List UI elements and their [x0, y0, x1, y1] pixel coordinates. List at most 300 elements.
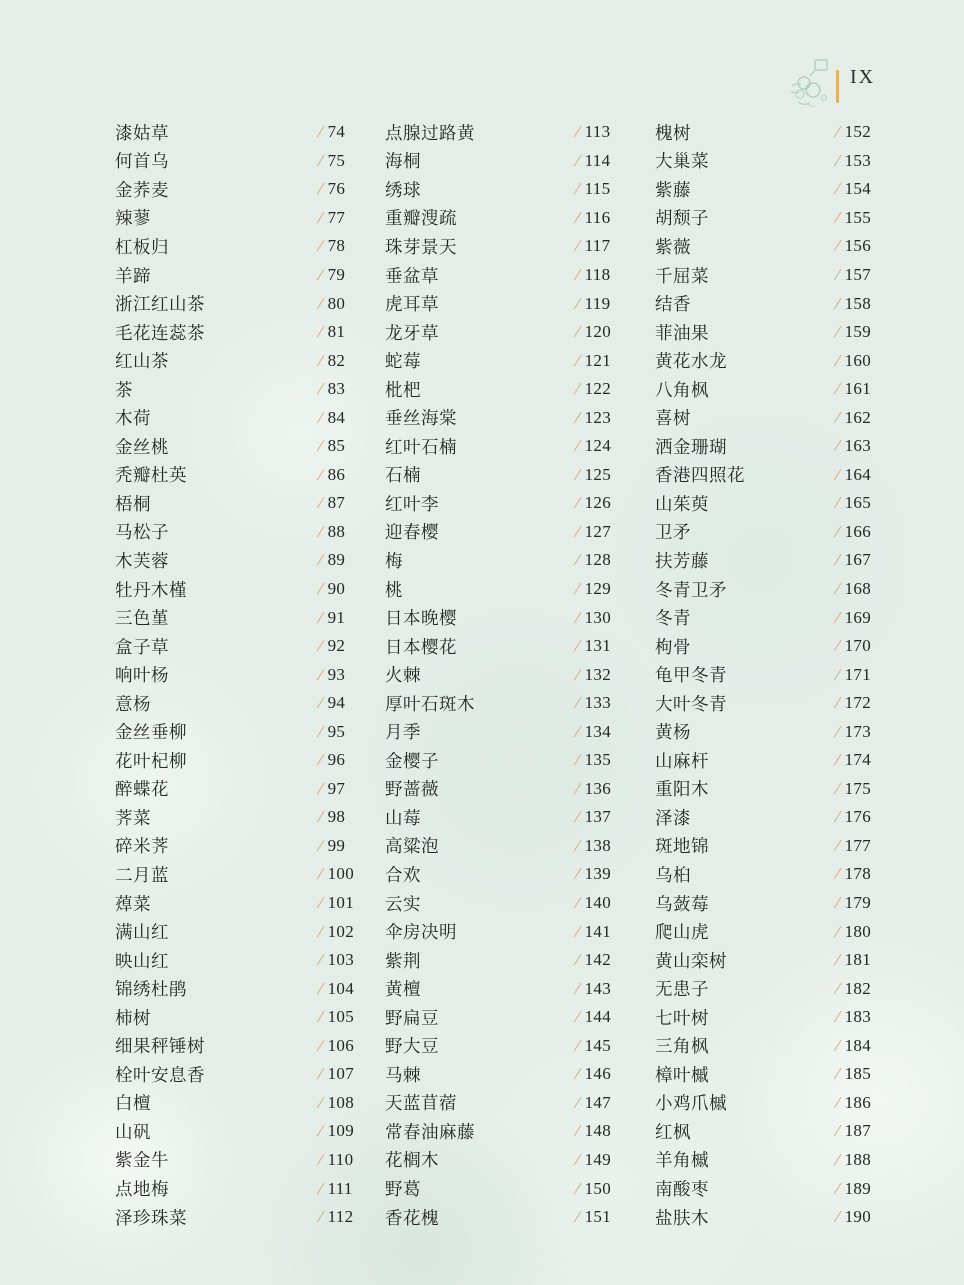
page-slash: / — [574, 750, 581, 770]
toc-entry-name: 石楠 — [385, 465, 421, 486]
toc-entry-name: 紫金牛 — [115, 1150, 169, 1171]
toc-entry-page: 146 — [584, 1064, 611, 1084]
toc-entry-page: 183 — [844, 1007, 871, 1027]
toc-entry-page: 142 — [584, 950, 611, 970]
toc-entry-page: 74 — [327, 122, 346, 142]
page-slash: / — [574, 407, 581, 427]
page-slash: / — [834, 607, 841, 627]
toc-entry-page: 139 — [584, 864, 611, 884]
toc-entry-page: 100 — [327, 864, 354, 884]
toc-entry-page: 173 — [844, 721, 871, 741]
page-slash: / — [834, 350, 841, 370]
toc-entry-page-group — [835, 1003, 871, 1032]
toc-entry-page: 102 — [327, 921, 354, 941]
page-slash: / — [317, 521, 324, 541]
toc-entry-page-group — [835, 289, 871, 318]
page-slash: / — [317, 1064, 324, 1084]
toc-entry-name: 黄山栾树 — [655, 950, 727, 971]
toc-entry — [655, 403, 915, 432]
toc-entry — [655, 689, 915, 718]
toc-entry-name: 绣球 — [385, 179, 421, 200]
toc-entry — [385, 660, 645, 689]
toc-entry-page: 123 — [584, 407, 611, 427]
toc-entry-page-group — [835, 803, 871, 832]
toc-entry — [655, 860, 915, 889]
toc-entry-name: 大巢菜 — [655, 151, 709, 172]
toc-entry-page: 137 — [584, 807, 611, 827]
toc-entry-name: 响叶杨 — [115, 665, 169, 686]
toc-entry-name: 黄檀 — [385, 979, 421, 1000]
toc-entry-page-group — [575, 689, 611, 718]
toc-entry-page-group — [835, 489, 871, 518]
toc-entry-page-group — [835, 518, 871, 547]
toc-entry — [115, 204, 375, 233]
page-header — [0, 28, 964, 88]
toc-entry — [385, 204, 645, 233]
page-slash: / — [317, 1207, 324, 1227]
toc-entry-name: 秃瓣杜英 — [115, 465, 187, 486]
page-slash: / — [317, 407, 324, 427]
toc-entry-page: 103 — [327, 950, 354, 970]
toc-entry — [115, 546, 375, 575]
toc-entry-page: 112 — [327, 1207, 354, 1227]
toc-entry-page-group — [575, 717, 611, 746]
page-slash: / — [834, 122, 841, 142]
toc-entry-name: 乌桕 — [655, 864, 691, 885]
toc-entry-page-group — [318, 175, 345, 204]
toc-entry-name: 金丝桃 — [115, 436, 169, 457]
toc-entry-name: 栓叶安息香 — [115, 1064, 205, 1085]
toc-entry-page-group — [575, 946, 611, 975]
toc-entry-name: 扶芳藤 — [655, 550, 709, 571]
page-slash: / — [317, 1149, 324, 1169]
toc-entry-page: 114 — [584, 150, 611, 170]
toc-entry-page: 186 — [844, 1092, 871, 1112]
toc-entry-name: 爬山虎 — [655, 922, 709, 943]
page-slash: / — [834, 893, 841, 913]
page-slash: / — [574, 864, 581, 884]
toc-entry-page-group — [318, 375, 345, 404]
page-slash: / — [317, 893, 324, 913]
toc-entry-page-group — [318, 118, 345, 147]
toc-entry-name: 重瓣溲疏 — [385, 208, 457, 229]
toc-entry-page: 176 — [844, 807, 871, 827]
toc-entry-page-group — [835, 1117, 871, 1146]
toc-entry — [115, 1032, 375, 1061]
page-slash: / — [834, 807, 841, 827]
page-slash: / — [574, 322, 581, 342]
page-slash: / — [317, 122, 324, 142]
toc-entry — [655, 1060, 915, 1089]
toc-entry-page-group — [318, 432, 345, 461]
toc-entry-page: 87 — [327, 493, 346, 513]
toc-entry-page-group — [318, 546, 345, 575]
toc-entry-page-group — [318, 1089, 354, 1118]
page-slash: / — [574, 293, 581, 313]
toc-entry-page-group — [835, 232, 871, 261]
toc-entry-page: 107 — [327, 1064, 354, 1084]
toc-entry-page: 160 — [844, 350, 871, 370]
page-slash: / — [317, 207, 324, 227]
toc-entry-page-group — [575, 232, 610, 261]
toc-entry — [385, 717, 645, 746]
page-slash: / — [317, 750, 324, 770]
toc-entry-page-group — [575, 289, 610, 318]
toc-entry-page: 138 — [584, 835, 611, 855]
page-slash: / — [574, 436, 581, 456]
toc-entry-page: 177 — [844, 835, 871, 855]
toc-entry-name: 野扁豆 — [385, 1007, 439, 1028]
toc-entry-page: 119 — [584, 293, 611, 313]
page-slash: / — [834, 579, 841, 599]
toc-entry-page-group — [575, 261, 610, 290]
toc-entry — [115, 346, 375, 375]
toc-entry-page-group — [835, 775, 871, 804]
toc-entry — [115, 575, 375, 604]
toc-entry-page: 104 — [327, 978, 354, 998]
toc-entry-name: 黄杨 — [655, 722, 691, 743]
toc-entry-name: 乌蔹莓 — [655, 893, 709, 914]
page-slash: / — [574, 721, 581, 741]
toc-entry — [115, 403, 375, 432]
toc-entry-name: 槐树 — [655, 122, 691, 143]
toc-entry-page: 131 — [584, 636, 611, 656]
page-slash: / — [317, 179, 324, 199]
toc-entry-page: 77 — [327, 207, 346, 227]
toc-entry-page: 161 — [844, 379, 871, 399]
toc-entry-name: 梧桐 — [115, 493, 151, 514]
toc-entry-name: 日本樱花 — [385, 636, 457, 657]
toc-entry-page-group — [835, 889, 871, 918]
page-slash: / — [574, 1121, 581, 1141]
toc-entry-name: 日本晚樱 — [385, 608, 457, 629]
toc-entry-page-group — [318, 1203, 353, 1232]
toc-entry-name: 马松子 — [115, 522, 169, 543]
toc-entry — [115, 489, 375, 518]
toc-entry-page: 108 — [327, 1092, 354, 1112]
page-slash: / — [317, 1035, 324, 1055]
toc-entry — [115, 518, 375, 547]
page-slash: / — [574, 550, 581, 570]
toc-entry — [385, 974, 645, 1003]
toc-entry-name: 泽珍珠菜 — [115, 1207, 187, 1228]
toc-entry-page: 110 — [327, 1149, 354, 1169]
toc-entry-page-group — [835, 946, 871, 975]
toc-entry-page: 156 — [844, 236, 871, 256]
toc-entry-name: 珠芽景天 — [385, 236, 457, 257]
toc-entry — [115, 660, 375, 689]
toc-entry — [385, 603, 645, 632]
toc-entry — [115, 746, 375, 775]
page-slash: / — [574, 778, 581, 798]
page-slash: / — [834, 207, 841, 227]
toc-entry — [385, 1060, 645, 1089]
toc-entry-name: 龙牙草 — [385, 322, 439, 343]
toc-entry-page-group — [835, 860, 871, 889]
toc-entry-page: 93 — [327, 664, 346, 684]
toc-entry-page: 115 — [584, 179, 611, 199]
toc-entry-page-group — [835, 147, 871, 176]
page-slash: / — [317, 607, 324, 627]
toc-entry — [385, 346, 645, 375]
toc-entry-page: 127 — [584, 521, 611, 541]
toc-entry-page: 136 — [584, 778, 611, 798]
toc-entry-page: 129 — [584, 579, 611, 599]
toc-entry-name: 七叶树 — [655, 1007, 709, 1028]
toc-entry — [385, 175, 645, 204]
toc-entry-page: 76 — [327, 179, 346, 199]
toc-entry — [655, 318, 915, 347]
toc-entry-name: 天蓝苜蓿 — [385, 1093, 457, 1114]
toc-entry — [655, 775, 915, 804]
toc-entry-page: 98 — [327, 807, 346, 827]
toc-entry-page-group — [575, 1117, 611, 1146]
toc-entry — [115, 803, 375, 832]
toc-entry — [655, 261, 915, 290]
page-slash: / — [317, 493, 324, 513]
header-accent-bar — [836, 70, 839, 103]
toc-entry — [115, 832, 375, 861]
page-slash: / — [574, 236, 581, 256]
toc-entry-name: 山茱萸 — [655, 493, 709, 514]
toc-entry-page: 170 — [844, 636, 871, 656]
page-slash: / — [317, 322, 324, 342]
toc-entry — [655, 1174, 915, 1203]
toc-entry-page-group — [318, 775, 345, 804]
page-slash: / — [317, 778, 324, 798]
toc-entry — [385, 746, 645, 775]
toc-entry-name: 云实 — [385, 893, 421, 914]
toc-entry-page-group — [318, 889, 354, 918]
toc-entry-page-group — [835, 717, 871, 746]
toc-entry-page-group — [575, 860, 611, 889]
page-slash: / — [574, 493, 581, 513]
toc-entry-page-group — [835, 974, 871, 1003]
page-slash: / — [574, 835, 581, 855]
page-slash: / — [834, 1207, 841, 1227]
toc-entry-name: 紫藤 — [655, 179, 691, 200]
toc-entry-page-group — [835, 689, 871, 718]
toc-entry-page-group — [575, 1174, 611, 1203]
toc-entry-name: 月季 — [385, 722, 421, 743]
toc-entry-page-group — [318, 1174, 353, 1203]
page-slash: / — [834, 493, 841, 513]
toc-entry — [655, 346, 915, 375]
toc-entry-page-group — [318, 1060, 354, 1089]
toc-entry-page: 155 — [844, 207, 871, 227]
toc-entry-page: 82 — [327, 350, 346, 370]
toc-entry-page: 133 — [584, 693, 611, 713]
toc-entry-name: 点腺过路黄 — [385, 122, 475, 143]
toc-entry-page-group — [835, 175, 871, 204]
toc-entry-page: 86 — [327, 464, 346, 484]
page-slash: / — [317, 265, 324, 284]
toc-entry-page-group — [318, 632, 345, 661]
toc-entry — [655, 632, 915, 661]
toc-entry-page-group — [575, 974, 611, 1003]
toc-entry-page: 180 — [844, 921, 871, 941]
toc-entry-page: 109 — [327, 1121, 354, 1141]
toc-entry-page-group — [835, 832, 871, 861]
toc-entry-page-group — [318, 746, 345, 775]
toc-entry — [655, 1003, 915, 1032]
toc-entry-page-group — [575, 575, 611, 604]
toc-entry — [655, 489, 915, 518]
toc-entry-name: 野蔷薇 — [385, 779, 439, 800]
toc-entry-name: 山莓 — [385, 807, 421, 828]
toc-entry — [115, 289, 375, 318]
page-slash: / — [834, 1064, 841, 1084]
toc-entry-page: 188 — [844, 1149, 871, 1169]
toc-entry-name: 高粱泡 — [385, 836, 439, 857]
toc-entry-name: 锦绣杜鹃 — [115, 979, 187, 1000]
toc-entry-name: 碎米荠 — [115, 836, 169, 857]
toc-entry — [655, 746, 915, 775]
toc-entry — [655, 717, 915, 746]
toc-entry-page-group — [575, 1146, 611, 1175]
toc-entry-page: 151 — [584, 1207, 611, 1227]
toc-entry-name: 细果秤锤树 — [115, 1036, 205, 1057]
toc-entry-page-group — [835, 346, 871, 375]
toc-entry-page-group — [318, 575, 345, 604]
toc-entry-name: 大叶冬青 — [655, 693, 727, 714]
toc-entry — [115, 974, 375, 1003]
toc-entry-page: 143 — [584, 978, 611, 998]
toc-entry-page: 181 — [844, 950, 871, 970]
toc-entry-page: 105 — [327, 1007, 354, 1027]
toc-entry — [655, 232, 915, 261]
toc-entry-name: 红山茶 — [115, 351, 169, 372]
toc-entry-page: 154 — [844, 179, 871, 199]
toc-entry-name: 梅 — [385, 550, 403, 571]
toc-entry-page-group — [575, 489, 611, 518]
toc-entry-page-group — [318, 1032, 354, 1061]
page-slash: / — [574, 1178, 581, 1198]
toc-entry-name: 二月蓝 — [115, 864, 169, 885]
toc-entry-name: 海桐 — [385, 151, 421, 172]
page-slash: / — [317, 350, 324, 370]
toc-entry-page: 189 — [844, 1178, 871, 1198]
toc-entry-page-group — [835, 1203, 871, 1232]
toc-entry — [655, 946, 915, 975]
toc-entry-page-group — [575, 1032, 611, 1061]
toc-entry — [385, 261, 645, 290]
toc-entry — [385, 1003, 645, 1032]
toc-entry — [115, 1060, 375, 1089]
page-slash: / — [574, 1207, 581, 1227]
toc-entry — [385, 832, 645, 861]
toc-entry-page: 150 — [584, 1178, 611, 1198]
toc-entry-page-group — [318, 518, 345, 547]
toc-entry — [385, 889, 645, 918]
page-slash: / — [834, 464, 841, 484]
toc-entry-page: 178 — [844, 864, 871, 884]
toc-entry-page-group — [575, 118, 610, 147]
page-slash: / — [574, 379, 581, 399]
toc-entry — [655, 803, 915, 832]
toc-entry — [385, 1203, 645, 1232]
toc-entry-page: 171 — [844, 664, 871, 684]
page-slash: / — [834, 721, 841, 741]
toc-entry — [655, 432, 915, 461]
page-slash: / — [574, 693, 581, 713]
toc-entry — [385, 546, 645, 575]
toc-entry-page: 167 — [844, 550, 871, 570]
page-slash: / — [317, 1178, 324, 1198]
toc-entry-page: 132 — [584, 664, 611, 684]
toc-entry — [115, 1203, 375, 1232]
toc-entry-name: 浙江红山茶 — [115, 294, 205, 315]
toc-entry-name: 喜树 — [655, 408, 691, 429]
page-slash: / — [574, 521, 581, 541]
toc-entry-name: 无患子 — [655, 979, 709, 1000]
toc-entry-page: 187 — [844, 1121, 871, 1141]
toc-entry — [115, 775, 375, 804]
toc-entry-page-group — [835, 1089, 871, 1118]
toc-entry-name: 枸骨 — [655, 636, 691, 657]
toc-entry — [385, 489, 645, 518]
toc-entry — [385, 1146, 645, 1175]
toc-entry-page: 80 — [327, 293, 346, 313]
page-slash: / — [834, 379, 841, 399]
page-slash: / — [834, 550, 841, 570]
toc-entry-page-group — [318, 717, 345, 746]
toc-entry-page: 141 — [584, 921, 611, 941]
toc-entry — [115, 232, 375, 261]
page-slash: / — [317, 236, 324, 256]
toc-entry-page: 118 — [584, 265, 611, 284]
toc-entry-page-group — [318, 346, 345, 375]
toc-entry-page: 134 — [584, 721, 611, 741]
toc-entry — [115, 261, 375, 290]
toc-entry-page-group — [835, 432, 871, 461]
toc-entry — [385, 232, 645, 261]
page-slash: / — [317, 1092, 324, 1112]
toc-entry-page-group — [575, 375, 611, 404]
page-slash: / — [317, 150, 324, 170]
toc-entry-name: 荠菜 — [115, 807, 151, 828]
toc-entry — [115, 375, 375, 404]
page-slash: / — [834, 1035, 841, 1055]
toc-entry — [655, 1032, 915, 1061]
page-slash: / — [317, 436, 324, 456]
page-slash: / — [574, 950, 581, 970]
toc-entry-name: 点地梅 — [115, 1179, 169, 1199]
toc-entry-page-group — [835, 660, 871, 689]
toc-entry — [385, 946, 645, 975]
toc-entry-page: 84 — [327, 407, 346, 427]
toc-entry-name: 冬青 — [655, 608, 691, 629]
toc-entry — [655, 118, 915, 147]
toc-entry-page-group — [318, 204, 345, 233]
toc-entry-name: 胡颓子 — [655, 208, 709, 229]
toc-entry-page: 94 — [327, 693, 346, 713]
page-slash: / — [574, 1092, 581, 1112]
toc-entry-page: 159 — [844, 322, 871, 342]
page-slash: / — [317, 1121, 324, 1141]
toc-entry-page: 175 — [844, 778, 871, 798]
toc-entry-page-group — [575, 832, 611, 861]
toc-entry-name: 马棘 — [385, 1064, 421, 1085]
toc-entry-page: 126 — [584, 493, 611, 513]
page-slash: / — [834, 664, 841, 684]
toc-entry-page-group — [318, 660, 345, 689]
toc-entry-name: 柿树 — [115, 1007, 151, 1028]
toc-entry-page: 169 — [844, 607, 871, 627]
toc-entry-page: 124 — [584, 436, 611, 456]
toc-entry-name: 卫矛 — [655, 522, 691, 543]
toc-entry-name: 辣蓼 — [115, 208, 151, 229]
